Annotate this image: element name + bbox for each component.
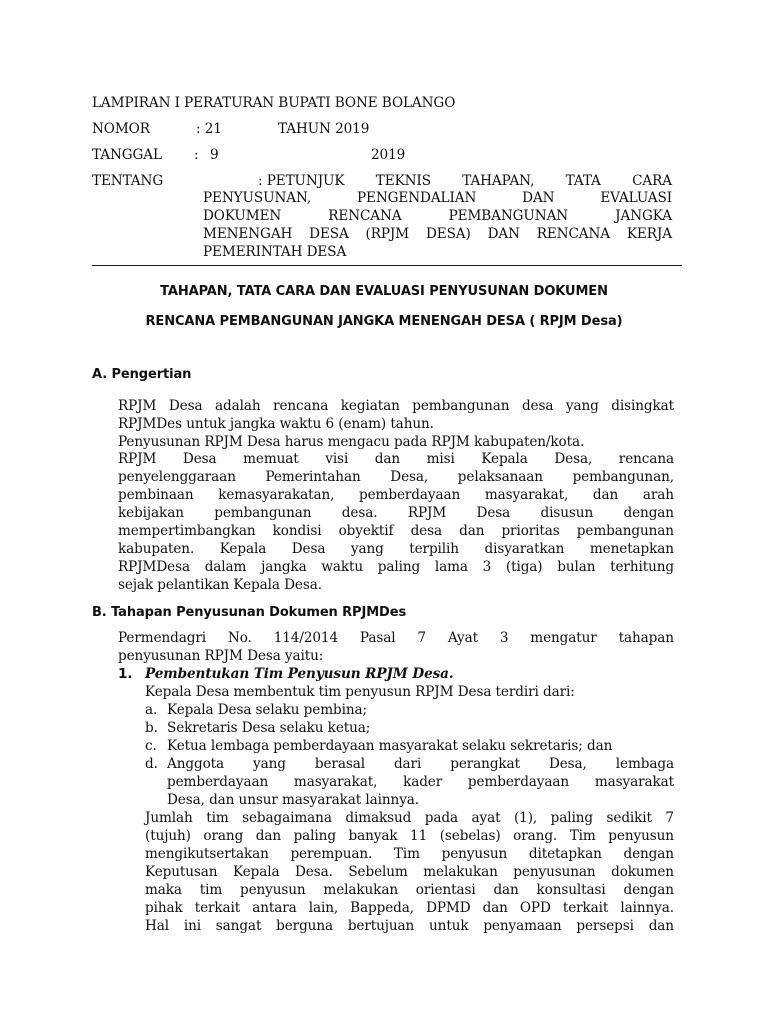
word: untuk bbox=[429, 918, 469, 934]
nomor-value: : 21 bbox=[196, 121, 222, 137]
word: Tim bbox=[393, 846, 420, 862]
sub-list-item: Sekretaris Desa selaku ketua; bbox=[167, 720, 371, 736]
word: pembinaan bbox=[118, 487, 194, 503]
word: dan bbox=[255, 828, 281, 844]
tahun-value: TAHUN 2019 bbox=[278, 121, 370, 137]
word: dan bbox=[374, 451, 401, 467]
word: konsultasi bbox=[536, 882, 606, 898]
word: pembangunan bbox=[576, 523, 674, 539]
word: yang bbox=[565, 398, 599, 414]
word: paling bbox=[550, 810, 593, 826]
word: banyak bbox=[348, 828, 398, 844]
word: JANGKA bbox=[615, 208, 672, 224]
sub-list-item bbox=[167, 756, 674, 773]
word: lama bbox=[434, 559, 468, 575]
word: disyaratkan bbox=[484, 541, 565, 557]
word: pembangunan bbox=[412, 398, 510, 414]
word: desa. bbox=[341, 505, 378, 521]
word: adalah bbox=[215, 398, 261, 414]
word: desa bbox=[410, 523, 442, 539]
word: penyusun bbox=[239, 882, 306, 898]
paragraph-line bbox=[118, 541, 674, 558]
word: pemberdayaan bbox=[167, 774, 269, 790]
word: TAHAPAN, bbox=[462, 173, 535, 189]
word: terhitung bbox=[610, 559, 674, 575]
word: paling bbox=[377, 559, 421, 575]
word: tahapan bbox=[618, 630, 674, 646]
word: terkait bbox=[194, 900, 241, 916]
section-a-heading: A. Pengertian bbox=[92, 367, 192, 382]
word: orang. bbox=[513, 828, 558, 844]
word: dan bbox=[482, 900, 508, 916]
word: pembangunan bbox=[214, 505, 312, 521]
word: sebagaimana bbox=[242, 810, 332, 826]
word: (tujuh) bbox=[145, 828, 191, 844]
word: terkait bbox=[562, 900, 609, 916]
word: dalam bbox=[204, 559, 247, 575]
word: prioritas bbox=[501, 523, 560, 539]
word: paling bbox=[293, 828, 336, 844]
word: Permendagri bbox=[118, 630, 207, 646]
word: EVALUASI bbox=[600, 190, 672, 206]
paragraph-line bbox=[118, 505, 674, 522]
word: Pasal bbox=[359, 630, 396, 646]
word: dan bbox=[493, 882, 519, 898]
word: (tiga) bbox=[505, 559, 543, 575]
word: Tim bbox=[569, 828, 596, 844]
list-number: 1. bbox=[118, 666, 133, 682]
word: Keputusan bbox=[145, 864, 218, 880]
word: berguna bbox=[276, 918, 333, 934]
word: kemasyarakatan, bbox=[218, 487, 335, 503]
word: DPMD bbox=[426, 900, 471, 916]
word: dari bbox=[393, 756, 422, 772]
tentang-line: PEMERINTAH DESA bbox=[203, 244, 347, 260]
word: DESA bbox=[309, 226, 349, 242]
word: sangat bbox=[215, 918, 262, 934]
paragraph-line: Penyusunan RPJM Desa harus mengacu pada RPJM kabupaten/kota. bbox=[118, 434, 585, 450]
word: RENCANA bbox=[328, 208, 402, 224]
word: mengatur bbox=[530, 630, 597, 646]
word: Anggota bbox=[167, 756, 225, 772]
word: OPD bbox=[519, 900, 551, 916]
sub-list-item: Desa, dan unsur masyarakat lainnya. bbox=[167, 792, 420, 808]
word: 11 bbox=[410, 828, 428, 844]
word: TATA bbox=[565, 173, 601, 189]
word: misi bbox=[426, 451, 455, 467]
word: 3 bbox=[482, 559, 492, 575]
header-divider bbox=[92, 265, 682, 266]
word: terpilih bbox=[409, 541, 459, 557]
word: disusun bbox=[540, 505, 594, 521]
word: No. bbox=[227, 630, 252, 646]
word: Bappeda, bbox=[350, 900, 415, 916]
paragraph-line bbox=[145, 864, 674, 881]
word: 3 bbox=[499, 630, 509, 646]
word: dengan bbox=[623, 505, 674, 521]
sub-list-item: Kepala Desa selaku pembina; bbox=[167, 702, 367, 718]
sub-list-item bbox=[167, 774, 674, 791]
paragraph-line bbox=[118, 469, 674, 486]
word: Desa bbox=[182, 451, 217, 467]
word: waktu bbox=[321, 559, 364, 575]
word: (sebelas) bbox=[439, 828, 501, 844]
tanggal-colon: : bbox=[194, 147, 199, 163]
word: kader bbox=[403, 774, 443, 790]
word: RPJM bbox=[118, 451, 157, 467]
word: kabupaten. bbox=[118, 541, 195, 557]
word: DESA) bbox=[425, 226, 471, 242]
word: maka bbox=[145, 882, 182, 898]
word: (RPJM bbox=[365, 226, 410, 242]
word: Desa, bbox=[390, 469, 429, 485]
word: dan bbox=[648, 918, 674, 934]
word: masyarakat bbox=[594, 774, 674, 790]
word: melakukan bbox=[323, 882, 398, 898]
paragraph-line bbox=[145, 810, 674, 827]
word: DAN bbox=[487, 226, 520, 242]
word: antara bbox=[252, 900, 297, 916]
word: DAN bbox=[522, 190, 555, 206]
word: Jumlah bbox=[145, 810, 193, 826]
word: RPJM bbox=[407, 505, 447, 521]
word: KERJA bbox=[626, 226, 672, 242]
word: 7 bbox=[665, 810, 674, 826]
word: rencana bbox=[273, 398, 329, 414]
word: mempertimbangkan bbox=[118, 523, 256, 539]
word: bulan bbox=[557, 559, 596, 575]
word: Ayat bbox=[447, 630, 478, 646]
word: lain, bbox=[308, 900, 339, 916]
word: lembaga bbox=[615, 756, 674, 772]
word: kebijakan bbox=[118, 505, 184, 521]
paragraph-line: penyusunan RPJM Desa yaitu: bbox=[118, 648, 324, 664]
word: MENENGAH bbox=[203, 226, 293, 242]
word: penyusun bbox=[608, 828, 674, 844]
sub-list-marker: d. bbox=[145, 756, 158, 772]
sub-list-marker: a. bbox=[145, 702, 158, 718]
word: arah bbox=[642, 487, 674, 503]
word: dan bbox=[592, 487, 619, 503]
word: (1), bbox=[513, 810, 538, 826]
section-b-heading: B. Tahapan Penyusunan Dokumen RPJMDes bbox=[92, 605, 407, 620]
word: TEKNIS bbox=[375, 173, 431, 189]
word: dan bbox=[459, 523, 485, 539]
word: RPJMDesa bbox=[118, 559, 190, 575]
paragraph-line bbox=[145, 828, 674, 845]
word: Desa bbox=[476, 505, 511, 521]
word: penyelenggaraan bbox=[118, 469, 236, 485]
word: pada bbox=[424, 810, 458, 826]
word: RENCANA bbox=[536, 226, 611, 242]
word: jangka bbox=[261, 559, 307, 575]
word: masyarakat, bbox=[293, 774, 378, 790]
word: disingkat bbox=[611, 398, 674, 414]
word: ini bbox=[183, 918, 201, 934]
word: bertujuan bbox=[347, 918, 415, 934]
paragraph-line bbox=[118, 487, 674, 504]
word: Pemerintahan bbox=[265, 469, 361, 485]
word: Kepala bbox=[232, 864, 280, 880]
word: pihak bbox=[145, 900, 183, 916]
tanggal-label: TANGGAL bbox=[92, 147, 162, 163]
word: kegiatan bbox=[340, 398, 400, 414]
word: dimaksud bbox=[345, 810, 412, 826]
word: menetapkan bbox=[589, 541, 674, 557]
word: orang bbox=[203, 828, 244, 844]
paragraph-line bbox=[118, 523, 674, 540]
word: sedikit bbox=[606, 810, 652, 826]
document-title-line-2: RENCANA PEMBANGUNAN JANGKA MENENGAH DESA ( RPJM Desa) bbox=[145, 314, 623, 329]
paragraph-line bbox=[145, 900, 674, 917]
paragraph-line bbox=[118, 559, 674, 576]
word: dengan bbox=[623, 882, 674, 898]
word: kondisi bbox=[272, 523, 322, 539]
word: visi bbox=[325, 451, 349, 467]
word: berasal bbox=[314, 756, 365, 772]
word: mengikutsertakan bbox=[145, 846, 269, 862]
word: masyarakat, bbox=[484, 487, 569, 503]
word: tim bbox=[206, 810, 229, 826]
word: Desa bbox=[291, 541, 326, 557]
word: penyamaan bbox=[483, 918, 562, 934]
word: yang bbox=[350, 541, 384, 557]
word: dokumen bbox=[611, 864, 674, 880]
word: Desa, bbox=[554, 451, 593, 467]
word: desa bbox=[521, 398, 554, 414]
word: Kepala bbox=[481, 451, 528, 467]
word: penyusunan bbox=[513, 864, 596, 880]
word: penyusun bbox=[441, 846, 508, 862]
sub-list-marker: c. bbox=[145, 738, 157, 754]
paragraph-line bbox=[118, 630, 674, 647]
paragraph-line bbox=[145, 846, 674, 863]
word: rencana bbox=[618, 451, 674, 467]
tentang-label: TENTANG bbox=[92, 173, 164, 189]
sub-list-marker: b. bbox=[145, 720, 158, 736]
paragraph-line: Kepala Desa membentuk tim penyusun RPJM Desa terdiri dari: bbox=[145, 684, 575, 700]
word: Hal bbox=[145, 918, 170, 934]
tentang-line bbox=[203, 190, 672, 207]
word: obyektif bbox=[338, 523, 394, 539]
paragraph-line bbox=[145, 918, 674, 935]
document-title-line-1: TAHAPAN, TATA CARA DAN EVALUASI PENYUSUNAN DOKUMEN bbox=[160, 284, 608, 299]
word: Sebelum bbox=[348, 864, 408, 880]
word: orientasi bbox=[415, 882, 476, 898]
word: RPJM bbox=[118, 398, 157, 414]
word: ayat bbox=[471, 810, 501, 826]
word: DOKUMEN bbox=[203, 208, 282, 224]
word: pembangunan, bbox=[572, 469, 674, 485]
tentang-line bbox=[203, 226, 672, 243]
word: CARA bbox=[632, 173, 672, 189]
word: 7 bbox=[417, 630, 426, 646]
word: lainnya. bbox=[620, 900, 674, 916]
word: Desa. bbox=[294, 864, 333, 880]
word: 114/2014 bbox=[273, 630, 339, 646]
word: Desa bbox=[168, 398, 203, 414]
word: memuat bbox=[243, 451, 299, 467]
word: perempuan. bbox=[290, 846, 373, 862]
word: PENYUSUNAN, bbox=[203, 190, 312, 206]
tanggal-year: 2019 bbox=[371, 147, 406, 163]
word: perangkat bbox=[450, 756, 520, 772]
word: pelaksanaan bbox=[457, 469, 543, 485]
paragraph-line: RPJMDes untuk jangka waktu 6 (enam) tahun. bbox=[118, 416, 434, 432]
word: : PETUNJUK bbox=[258, 173, 345, 189]
paragraph-line: sejak pelantikan Kepala Desa. bbox=[118, 577, 322, 593]
paragraph-line bbox=[145, 882, 674, 899]
word: Desa, bbox=[548, 756, 587, 772]
word: yang bbox=[253, 756, 286, 772]
nomor-label: NOMOR bbox=[92, 121, 150, 137]
word: Kepala bbox=[219, 541, 267, 557]
word: persepsi bbox=[576, 918, 634, 934]
word: pemberdayaan bbox=[467, 774, 570, 790]
sub-list-item: Ketua lembaga pemberdayaan masyarakat selaku sekretaris; dan bbox=[167, 738, 613, 754]
word: pemberdayaan bbox=[359, 487, 461, 503]
word: ditetapkan bbox=[528, 846, 602, 862]
tentang-line bbox=[203, 208, 672, 225]
word: PENGENDALIAN bbox=[357, 190, 477, 206]
word: PEMBANGUNAN bbox=[448, 208, 569, 224]
lampiran-heading: LAMPIRAN I PERATURAN BUPATI BONE BOLANGO bbox=[92, 95, 456, 111]
word: dengan bbox=[623, 846, 674, 862]
tentang-line bbox=[258, 173, 672, 190]
word: melakukan bbox=[423, 864, 498, 880]
tanggal-day: 9 bbox=[210, 147, 219, 163]
word: tim bbox=[199, 882, 223, 898]
paragraph-line bbox=[118, 398, 674, 415]
paragraph-line bbox=[118, 451, 674, 468]
list-item-title: Pembentukan Tim Penyusun RPJM Desa. bbox=[145, 666, 454, 682]
